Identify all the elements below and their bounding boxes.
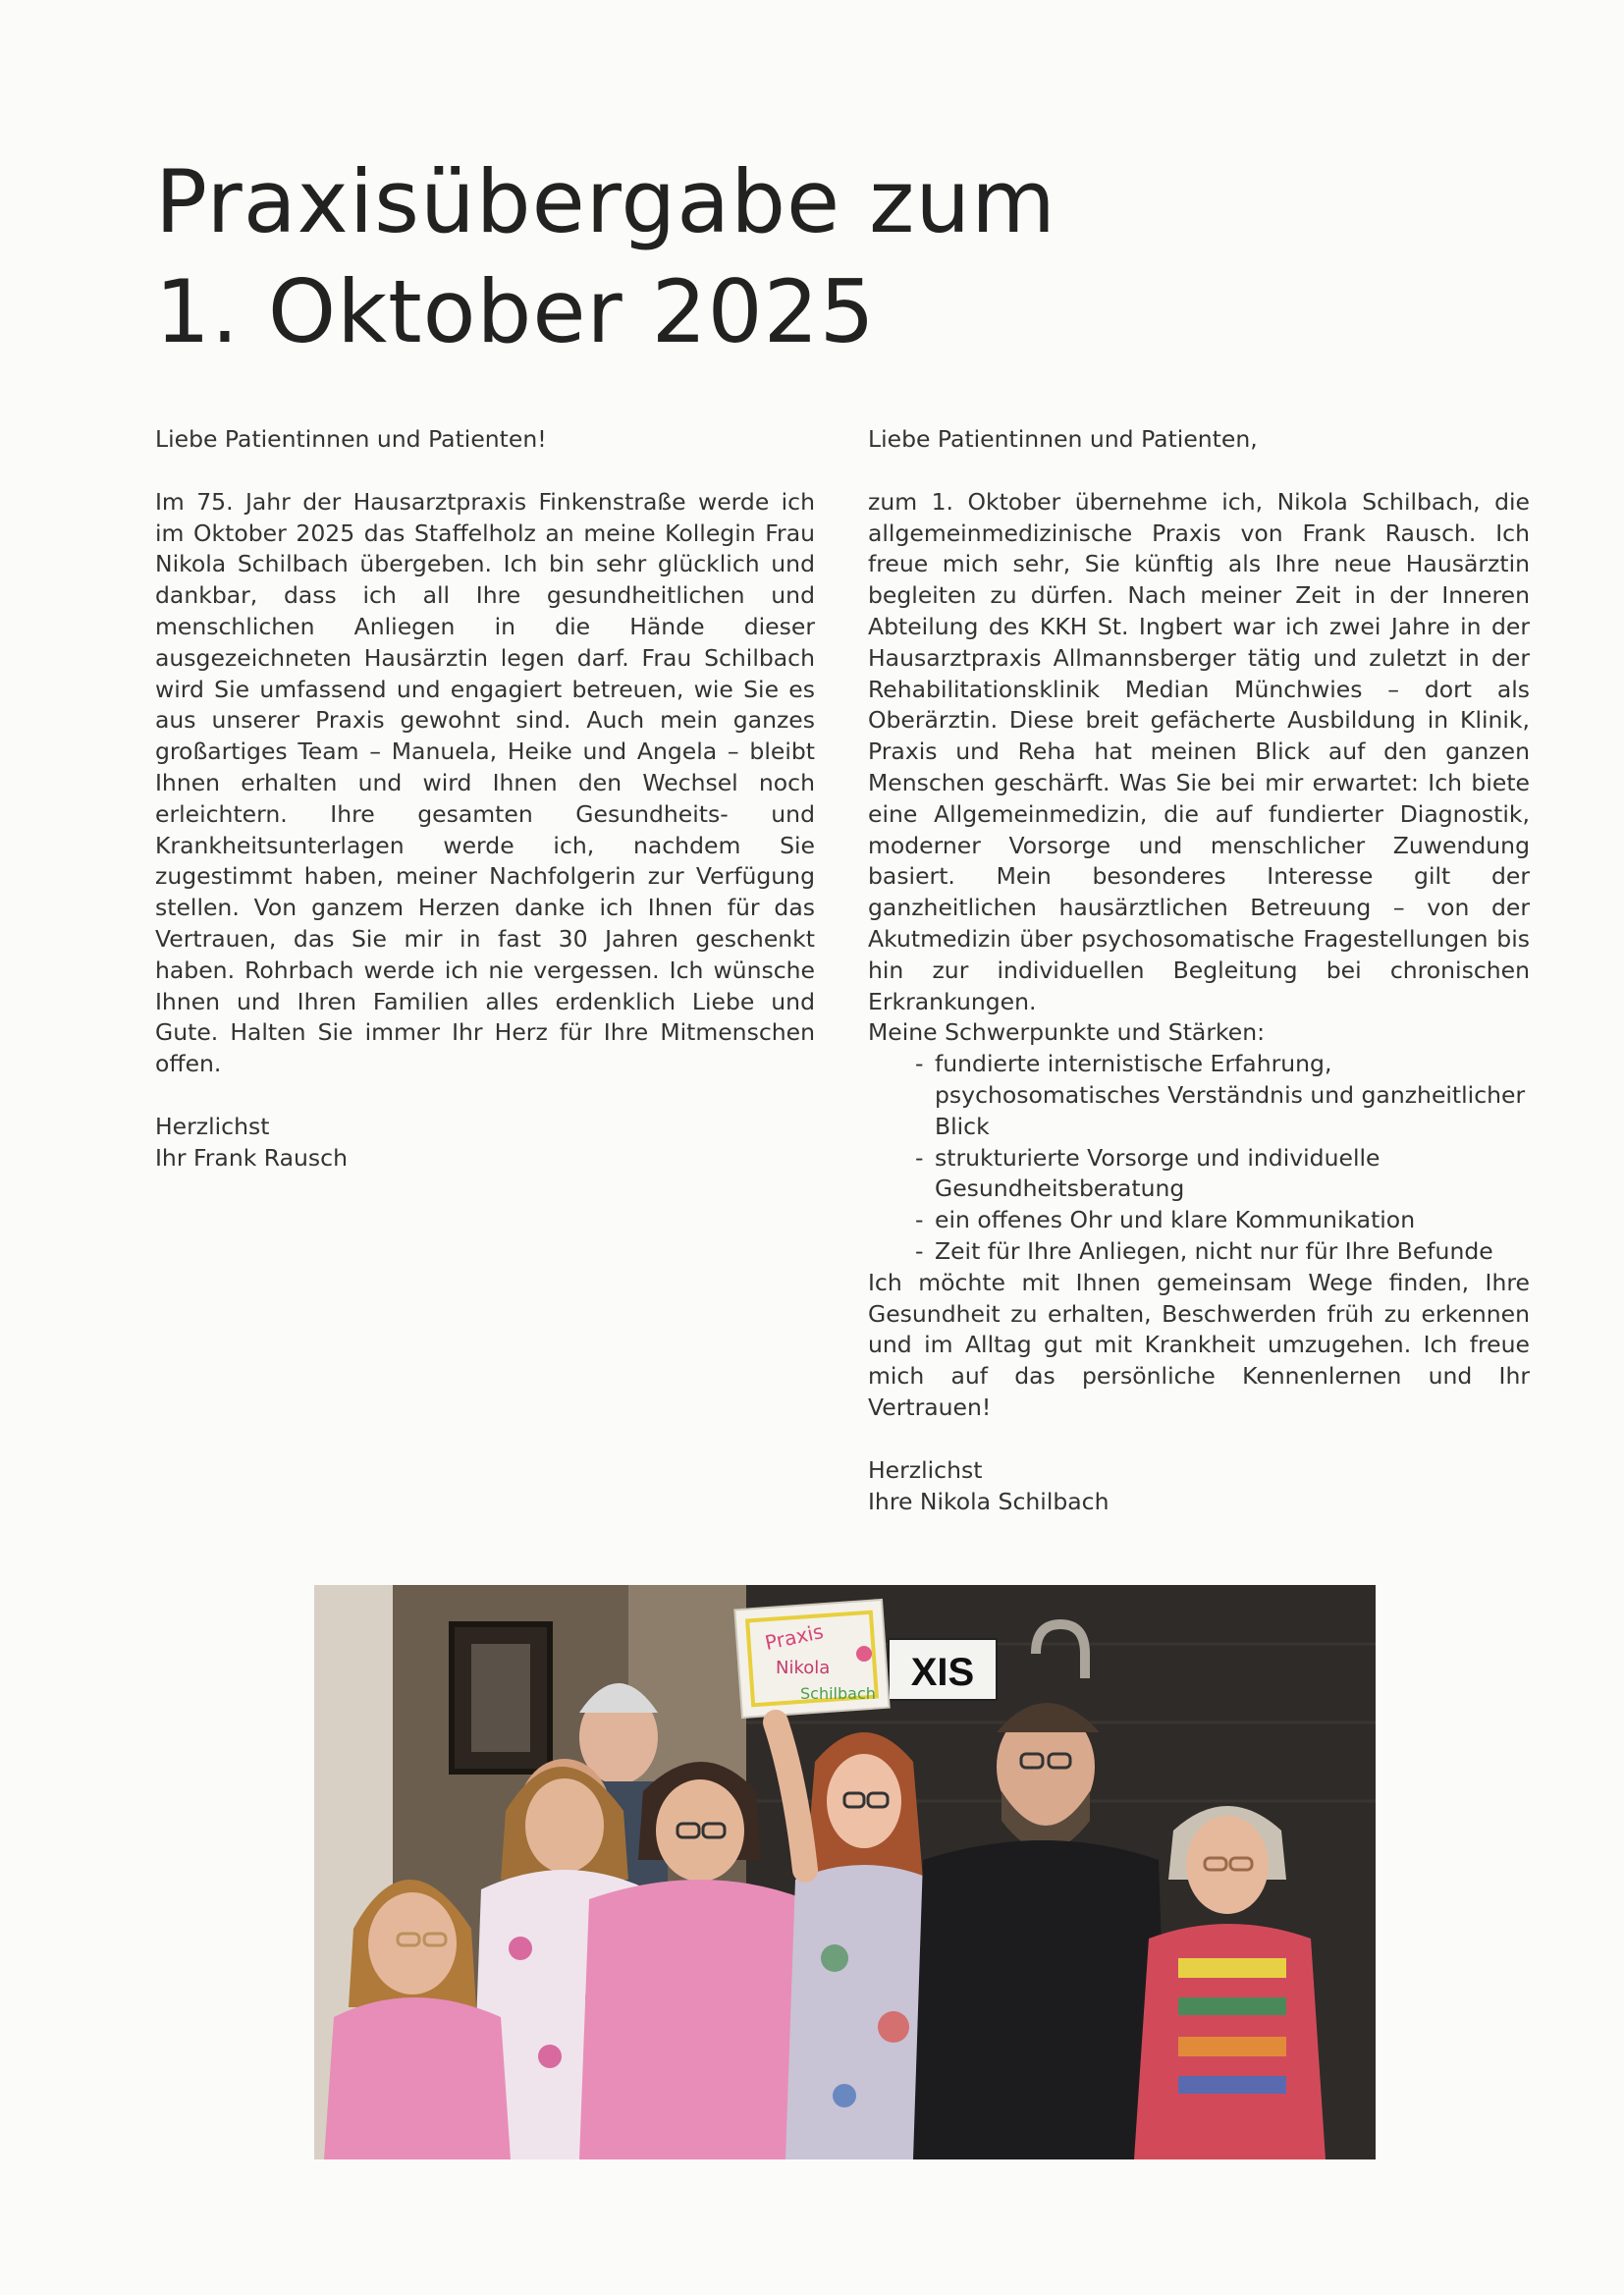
closing: Herzlichst xyxy=(868,1455,983,1484)
sign-text: Nikola xyxy=(776,1658,831,1678)
signature: Ihr Frank Rausch xyxy=(155,1143,348,1172)
strength-item: - fundierte internistische Erfahrung, psychosomatisches Verständnis und ganzheitlicher Blick xyxy=(915,1049,1530,1142)
letter-body: Im 75. Jahr der Hausarztpraxis Finkenstraße werde ich im Oktober 2025 das Staffelholz an meine Kollegin Frau Nikola Schilbach übergeben. Ich bin sehr glücklich und dankbar, dass ich all Ihre gesundheitlichen und menschlichen Anliegen in die Hände dieser ausgezeichneten Hausärztin legen darf. Frau Schilbach wird Sie umfassend und engagiert betreuen, wie Sie es aus unserer Praxis gewohnt sind. Auch mein ganzes großartiges Team – Manuela, Heike und Angela – bleibt Ihnen erhalten und wird Ihnen den Wechsel noch erleichtern. Ihre gesamten Gesundheits- und Krankheitsunterlagen werde ich, nachdem Sie zugestimmt haben, meiner Nachfolgerin zur Verfügung stellen. Von ganzem Herzen danke ich Ihnen für das Vertrauen, das Sie mir in fast 30 Jahren geschenkt haben. Rohrbach werde ich nie vergessen. Ich wünsche Ihnen und Ihren Familien alles erdenklich Liebe und Gute. Halten Sie immer Ihr Herz für Ihre Mitmenschen offen. xyxy=(155,487,815,1078)
signature: Ihre Nikola Schilbach xyxy=(868,1487,1110,1515)
team-photo xyxy=(314,1585,1376,2159)
greeting: Liebe Patientinnen und Patienten, xyxy=(868,425,1258,453)
greeting: Liebe Patientinnen und Patienten! xyxy=(155,425,547,453)
title-line-1: Praxisübergabe zum xyxy=(155,151,1056,252)
strength-item: - Zeit für Ihre Anliegen, nicht nur für Ihre Befunde xyxy=(915,1236,1530,1268)
strength-item: - strukturierte Vorsorge und individuelle Gesundheitsberatung xyxy=(915,1143,1530,1206)
team-photo-illustration xyxy=(314,1585,1376,2159)
sign-text: Praxis xyxy=(762,1619,826,1656)
sign-text: Schilbach xyxy=(800,1684,876,1703)
page-title xyxy=(155,147,1333,367)
closing: Herzlichst xyxy=(155,1112,270,1140)
letter-body-2: Ich möchte mit Ihnen gemeinsam Wege finden, Ihre Gesundheit zu erhalten, Beschwerden früh zu erkennen und im Alltag gut mit Krankheit umzugehen. Ich freue mich auf das persönliche Kennenlernen und Ihr Vertrauen! xyxy=(868,1268,1530,1421)
letter-nikola-schilbach xyxy=(868,424,1530,1517)
title-line-2: 1. Oktober 2025 xyxy=(155,261,876,362)
strengths-heading: Meine Schwerpunkte und Stärken: xyxy=(868,1018,1266,1047)
letter-body: zum 1. Oktober übernehme ich, Nikola Schilbach, die allgemeinmedizinische Praxis von Frank Rausch. Ich freue mich sehr, Sie künftig als Ihre neue Hausärztin begleiten zu dürfen. Nach meiner Zeit in der Inneren Abteilung des KKH St. Ingbert war ich zwei Jahre in der Hausarztpraxis Allmannsberger tätig und zuletzt in der Rehabilitationsklinik Median Münchwies – dort als Oberärztin. Diese breit gefächerte Ausbildung in Klinik, Praxis und Reha hat meinen Blick auf den ganzen Menschen geschärft. Was Sie bei mir erwartet: Ich biete eine Allgemeinmedizin, die auf fundierter Diagnostik, moderner Vorsorge und menschlicher Zuwendung basiert. Mein besonderes Interesse gilt der ganzheitlichen hausärztlichen Betreuung – von der Akutmedizin über psychosomatische Fragestellungen bis hin zur individuellen Begleitung bei chronischen Erkrankungen. xyxy=(868,487,1530,1015)
door-sign-text: XIS xyxy=(910,1651,975,1694)
strengths-list xyxy=(868,1049,1530,1268)
strength-item: - ein offenes Ohr und klare Kommunikation xyxy=(915,1205,1530,1236)
letter-frank-rausch xyxy=(155,424,815,1175)
